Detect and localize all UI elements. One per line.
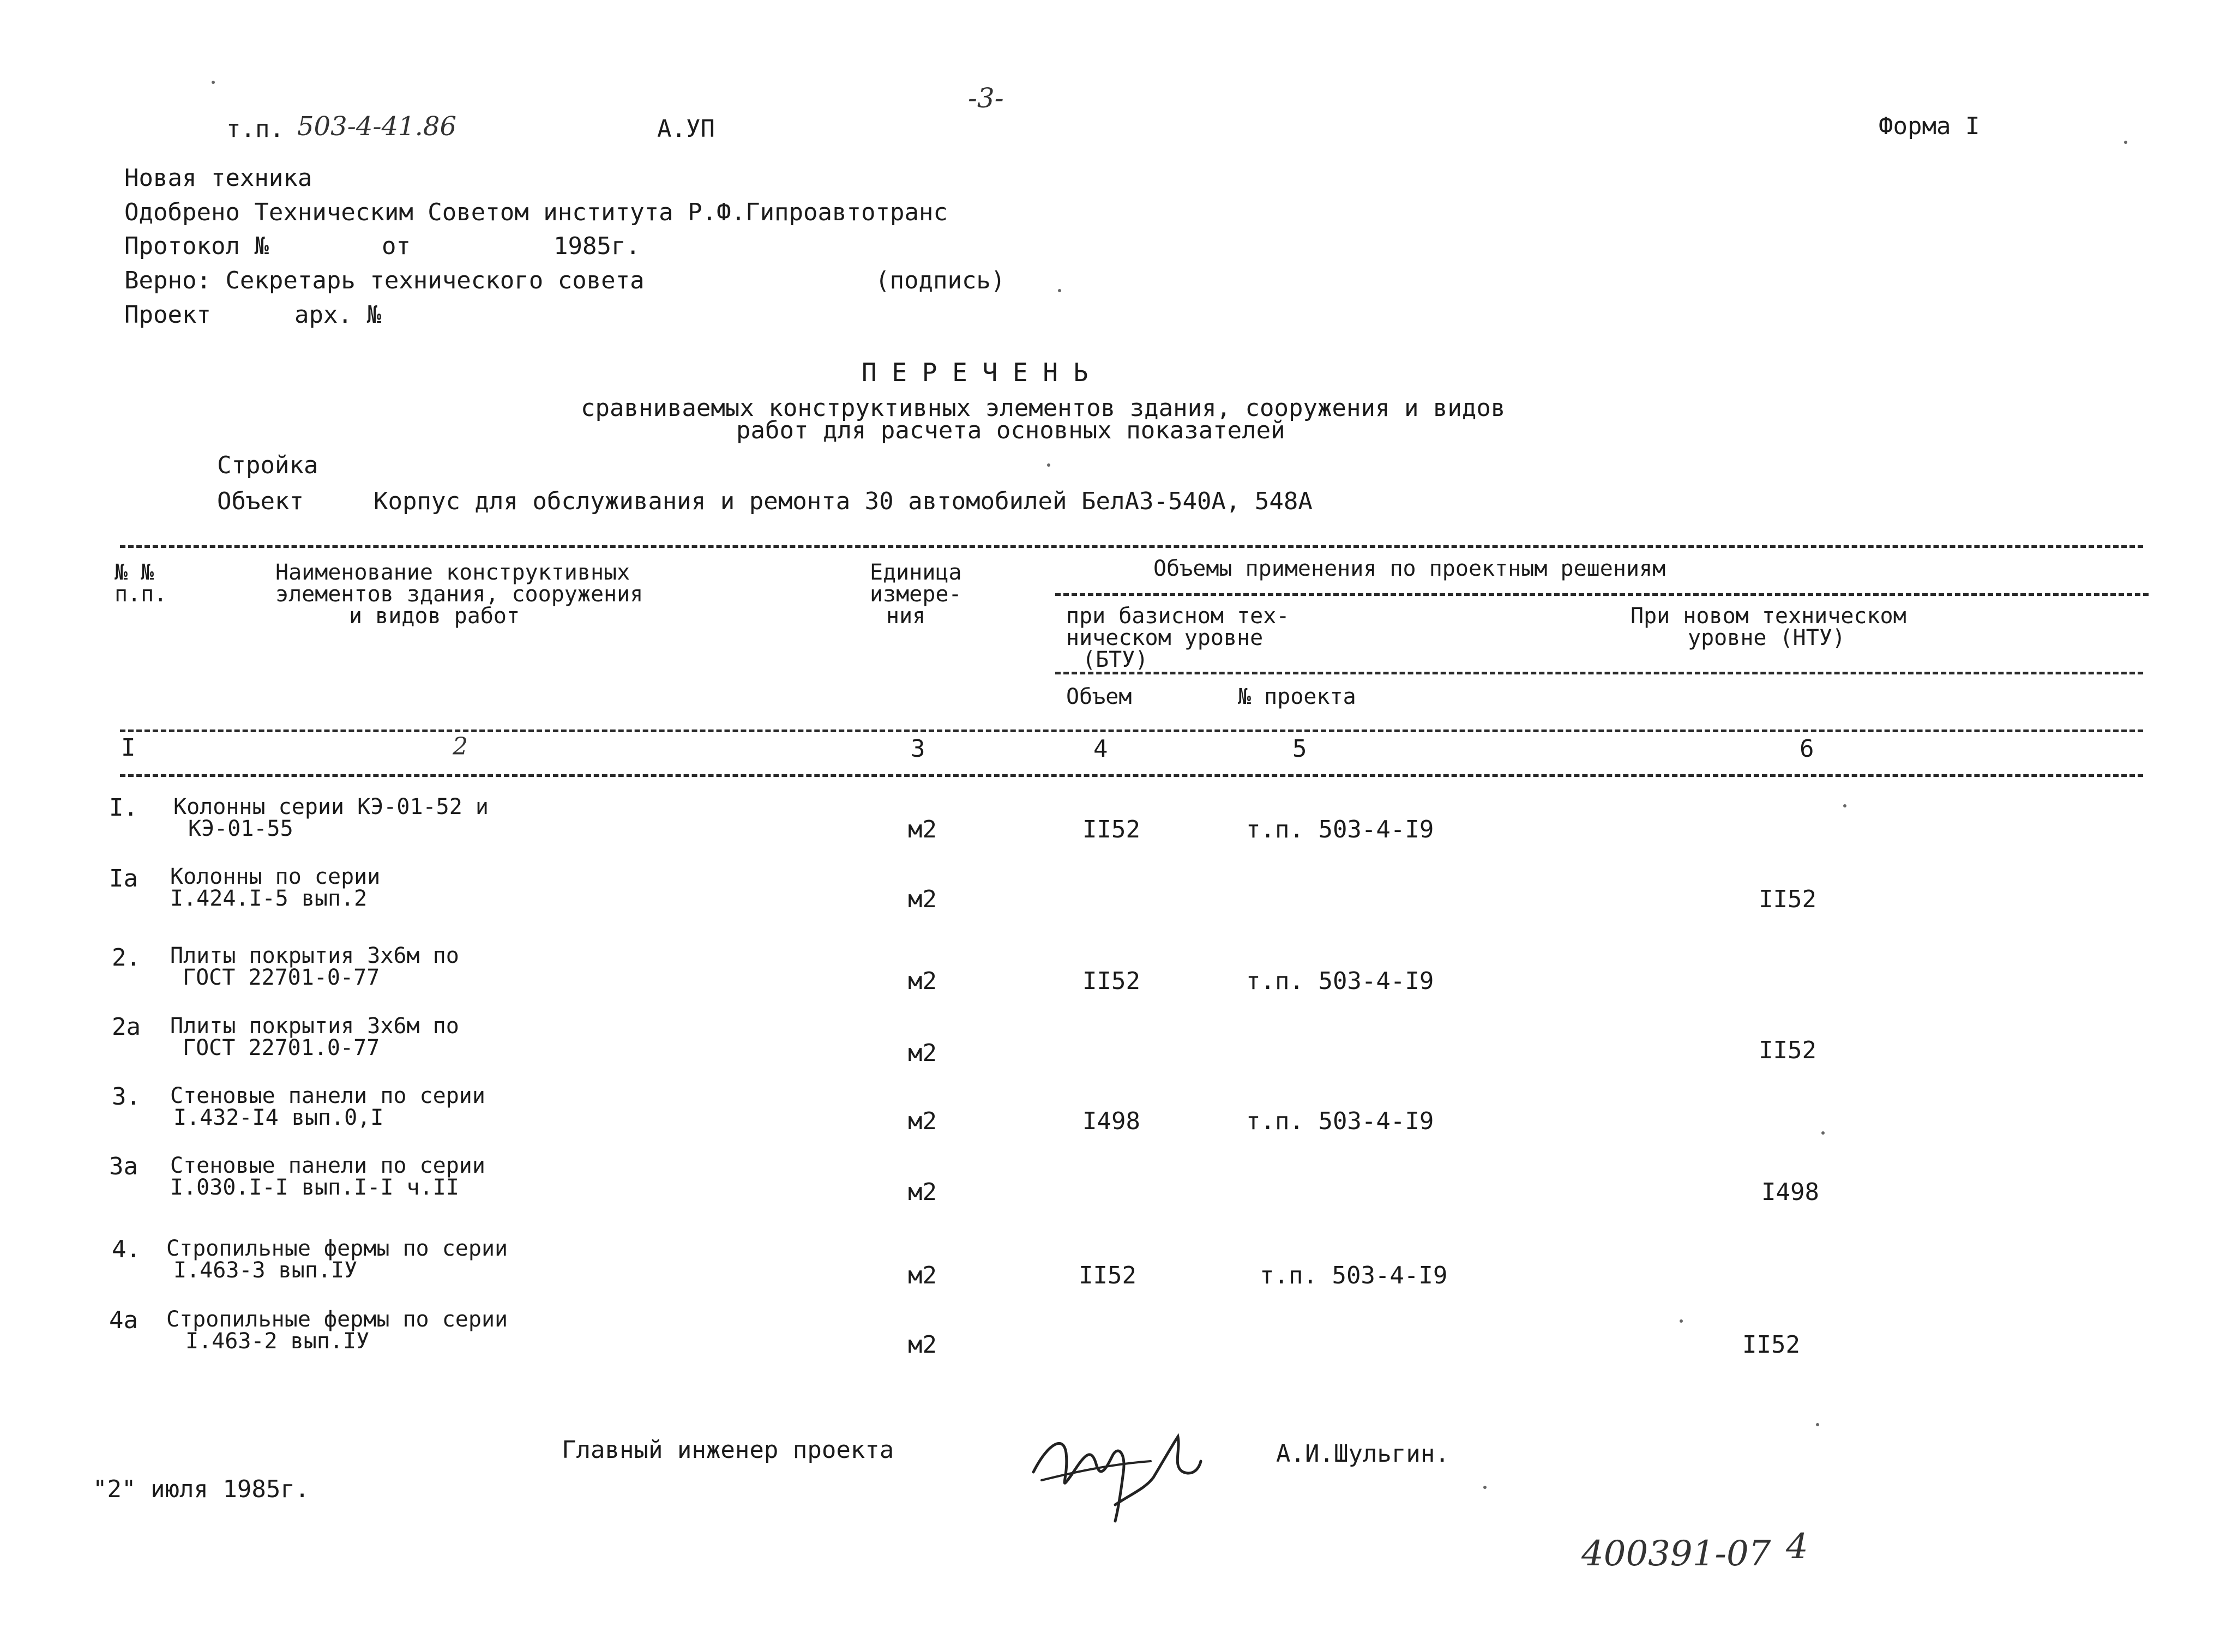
chief-engineer-label: Главный инженер проекта [562,1436,894,1464]
stamp-number-handwritten: 400391-07 [1581,1534,1771,1574]
col-name-header-2: элементов здания, сооружения [275,582,643,607]
row-unit: м2 [908,967,937,995]
scan-speck [1058,289,1061,292]
row-name-line-2: ГОСТ 22701.0-77 [183,1035,380,1060]
document-date: "2" июля 1985г. [93,1475,310,1503]
row-ntu-volume: I498 [1761,1178,1819,1206]
scan-speck [1821,1131,1825,1135]
header-protocol-year: 1985г. [554,232,640,260]
scan-speck [1816,1423,1819,1426]
scan-speck [212,81,215,84]
row-name-line-1: Плиты покрытия 3х6м по [170,1014,459,1039]
title-line-1: сравниваемых конструктивных элементов здания, сооружения и видов [581,394,1506,422]
tp-number-handwritten: 503-4-41.86 [297,111,457,142]
col-volumes-header: Объемы применения по проектным решениям [1153,556,1666,581]
row-unit: м2 [908,885,937,913]
object-label: Объект [217,487,304,515]
row-unit: м2 [908,1178,937,1206]
col-number-2: 2 [453,733,468,761]
col-number-1: I [121,734,136,762]
scan-speck [1483,1486,1487,1489]
col-unit-header-1: Единица [870,560,962,585]
btu-subheader-rule [1055,672,2143,674]
col-ntu-header-2: уровне (НТУ) [1688,625,1845,650]
row-unit: м2 [908,1331,937,1359]
col-number-4: 4 [1093,735,1108,763]
row-number: 2а [112,1013,141,1041]
title-line-2: работ для расчета основных показателей [736,417,1285,444]
scan-speck [1680,1319,1683,1323]
header-protocol: Протокол № [124,232,269,260]
header-protocol-from: от [382,232,411,260]
col-number-6: 6 [1800,735,1814,763]
row-name-line-2: I.424.I-5 вып.2 [170,886,368,911]
header-archive: арх. № [294,301,381,329]
row-ntu-volume: II52 [1759,885,1816,913]
col-btu-header-2: ническом уровне [1066,625,1264,650]
col-num-header-2: п.п. [115,582,167,607]
object-value: Корпус для обслуживания и ремонта 30 автомобилей БелАЗ-540А, 548А [374,487,1313,515]
row-name-line-1: Стеновые панели по серии [170,1153,485,1178]
header-new-tech: Новая техника [124,164,312,192]
row-number: 2. [112,944,141,972]
row-number: 4. [112,1235,141,1263]
row-number: Iа [109,865,138,893]
row-name-line-2: ГОСТ 22701-0-77 [183,965,380,990]
row-btu-project: т.п. 503-4-I9 [1246,967,1434,995]
row-name-line-1: Стропильные фермы по серии [166,1307,508,1332]
row-name-line-2: I.030.I-I вып.I-I ч.II [170,1175,459,1200]
chief-engineer-signature [1025,1412,1205,1527]
col-num-header-1: № № [115,560,154,585]
chief-engineer-name: А.И.Шульгин. [1276,1440,1449,1468]
row-name-line-1: Колонны серии КЭ-01-52 и [173,794,489,819]
volumes-header-rule [1055,593,2149,596]
col-number-5: 5 [1292,735,1307,763]
row-btu-volume: I498 [1082,1107,1140,1135]
col-name-header-1: Наименование конструктивных [275,560,630,585]
form-label: Форма I [1879,112,1980,140]
col-name-header-3: и видов работ [349,604,520,629]
row-name-line-1: Колонны по серии [170,864,381,889]
document-title: П Е Р Е Ч Е Н Ь [862,358,1088,387]
table-top-rule [120,545,2143,548]
page-number: -3- [968,82,1004,114]
row-name-line-1: Стеновые панели по серии [170,1083,485,1108]
album-label: А.УП [657,115,715,143]
col-project-subheader: № проекта [1238,684,1356,709]
numbers-bottom-rule [120,774,2143,777]
row-number: 4а [109,1306,138,1334]
scan-speck [2124,141,2127,144]
row-btu-project: т.п. 503-4-I9 [1260,1262,1448,1289]
row-name-line-1: Плиты покрытия 3х6м по [170,943,459,968]
header-approved: Одобрено Техническим Советом института Р.Ф.Гипроавтотранс [124,198,948,226]
header-verified: Верно: Секретарь технического совета [124,267,645,294]
row-unit: м2 [908,1107,937,1135]
row-btu-project: т.п. 503-4-I9 [1246,1107,1434,1135]
row-number: 3а [109,1153,138,1180]
row-btu-volume: II52 [1079,1262,1136,1289]
scan-speck [1047,463,1050,467]
col-unit-header-2: измере- [870,582,962,607]
sheet-number-handwritten: 4 [1786,1527,1808,1567]
row-number: I. [109,794,138,822]
col-volume-subheader: Объем [1066,684,1132,709]
row-name-line-2: КЭ-01-55 [188,816,293,841]
scan-speck [1843,804,1846,807]
row-unit: м2 [908,1262,937,1289]
row-number: 3. [112,1083,141,1111]
row-ntu-volume: II52 [1742,1331,1800,1359]
col-ntu-header-1: При новом техническом [1631,604,1906,629]
row-name-line-1: Стропильные фермы по серии [166,1236,508,1261]
header-bottom-rule [120,729,2143,732]
row-ntu-volume: II52 [1759,1036,1816,1064]
tp-label: т.п. [226,115,284,143]
row-btu-volume: II52 [1082,816,1140,843]
col-btu-header-3: (БТУ) [1082,647,1148,672]
row-name-line-2: I.463-2 вып.IУ [185,1329,370,1354]
row-unit: м2 [908,1039,937,1067]
col-btu-header-1: при базисном тех- [1066,604,1290,629]
row-btu-volume: II52 [1082,967,1140,995]
row-btu-project: т.п. 503-4-I9 [1246,816,1434,843]
row-name-line-2: I.463-3 вып.IУ [173,1258,358,1283]
row-unit: м2 [908,816,937,843]
row-name-line-2: I.432-I4 вып.0,I [173,1105,384,1130]
stroika-label: Стройка [217,451,318,479]
header-project: Проект [124,301,211,329]
header-signature-label: (подпись) [875,267,1006,294]
col-number-3: 3 [911,735,925,763]
col-unit-header-3: ния [886,604,926,629]
